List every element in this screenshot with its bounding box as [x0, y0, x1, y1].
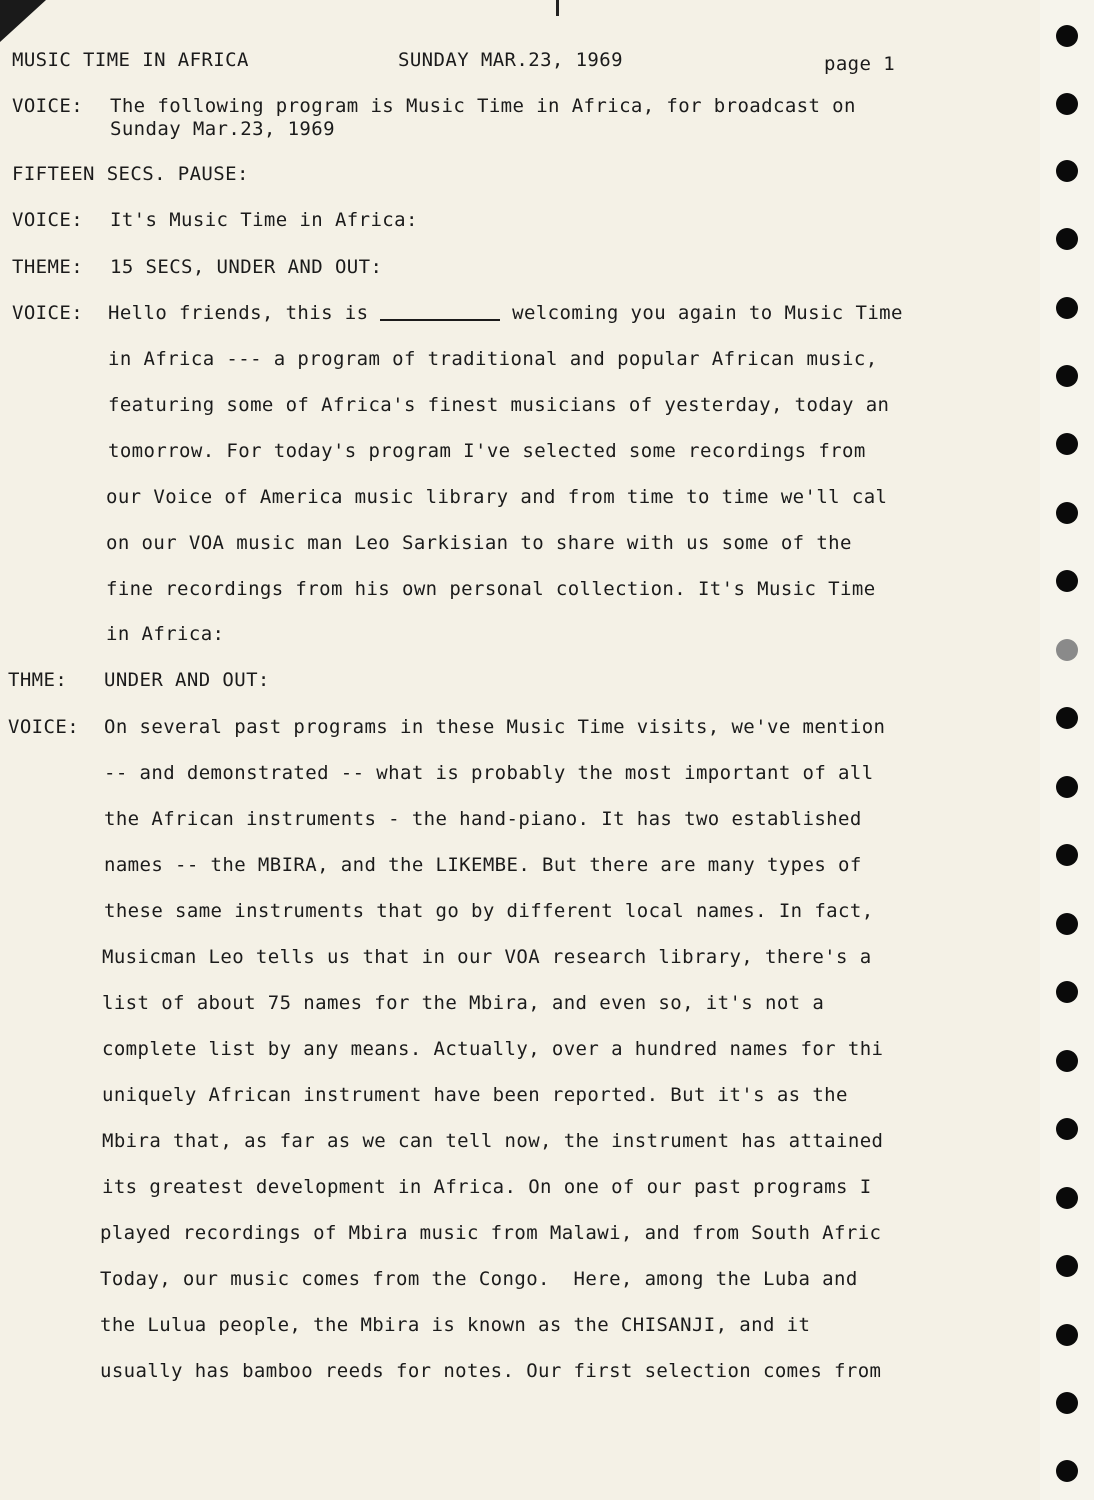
theme-cue-text: UNDER AND OUT:: [104, 669, 270, 691]
punch-hole: [1056, 160, 1078, 182]
punch-hole: [1056, 25, 1078, 47]
punch-hole: [1056, 707, 1078, 729]
punch-hole: [1056, 228, 1078, 250]
mbira-line: Musicman Leo tells us that in our VOA research library, there's a: [102, 946, 872, 968]
punch-hole: [1056, 93, 1078, 115]
punch-hole: [1056, 1460, 1078, 1482]
punch-hole: [1056, 570, 1078, 592]
mbira-line: uniquely African instrument have been reported. But it's as the: [102, 1084, 848, 1106]
tractor-feed-strip: [1040, 0, 1094, 1500]
welcome-line: fine recordings from his own personal collection. It's Music Time: [106, 578, 876, 600]
punch-hole: [1056, 1392, 1078, 1414]
mbira-line: the Lulua people, the Mbira is known as the CHISANJI, and it: [100, 1314, 811, 1336]
mbira-line: usually has bamboo reeds for notes. Our first selection comes from: [100, 1360, 882, 1382]
welcome-first-line: [108, 301, 903, 325]
punch-hole: [1056, 365, 1078, 387]
speaker-label: VOICE:: [12, 302, 84, 324]
speaker-label: VOICE:: [12, 95, 84, 117]
mbira-line: complete list by any means. Actually, over a hundred names for thi: [102, 1038, 884, 1060]
punch-hole: [1056, 913, 1078, 935]
intro-line-2: Sunday Mar.23, 1969: [110, 118, 335, 140]
mbira-line: names -- the MBIRA, and the LIKEMBE. But there are many types of: [104, 854, 862, 876]
welcome-line: our Voice of America music library and from time to time we'll cal: [106, 486, 888, 508]
welcome-line: in Africa --- a program of traditional and popular African music,: [108, 348, 878, 370]
announcer-name-blank: [380, 319, 500, 321]
mbira-line: these same instruments that go by different local names. In fact,: [104, 900, 874, 922]
punch-hole: [1056, 981, 1078, 1003]
mbira-line: On several past programs in these Music Time visits, we've mention: [104, 716, 886, 738]
theme-cue-label: THME:: [8, 669, 68, 691]
mbira-line: the African instruments - the hand-piano. It has two established: [104, 808, 862, 830]
theme-cue-text: 15 SECS, UNDER AND OUT:: [110, 256, 383, 278]
theme-cue-label: THEME:: [12, 256, 84, 278]
broadcast-date: SUNDAY MAR.23, 1969: [398, 49, 623, 71]
mbira-line: -- and demonstrated -- what is probably the most important of all: [104, 762, 874, 784]
punch-hole: [1056, 297, 1078, 319]
mbira-line: its greatest development in Africa. On one of our past programs I: [102, 1176, 872, 1198]
punch-hole: [1056, 1050, 1078, 1072]
punch-hole: [1056, 1118, 1078, 1140]
punch-hole: [1056, 1255, 1078, 1277]
punch-hole: [1056, 502, 1078, 524]
pause-cue: FIFTEEN SECS. PAUSE:: [12, 163, 249, 185]
mbira-line: Today, our music comes from the Congo. Here, among the Luba and: [100, 1268, 858, 1290]
punch-hole: [1056, 433, 1078, 455]
punch-hole: [1056, 1324, 1078, 1346]
punch-hole: [1056, 776, 1078, 798]
intro-line-1: The following program is Music Time in Africa, for broadcast on: [110, 95, 856, 117]
opening-line: It's Music Time in Africa:: [110, 209, 418, 231]
punch-hole: [1056, 639, 1078, 661]
welcome-first-part: Hello friends, this is: [108, 302, 369, 324]
punch-hole: [1056, 844, 1078, 866]
welcome-line: featuring some of Africa's finest musicians of yesterday, today an: [108, 394, 890, 416]
welcome-line: tomorrow. For today's program I've selected some recordings from: [108, 440, 866, 462]
paper-tear: [556, 0, 559, 16]
page-number: page 1: [824, 53, 896, 75]
mbira-line: played recordings of Mbira music from Malawi, and from South Afric: [100, 1222, 882, 1244]
mbira-line: Mbira that, as far as we can tell now, the instrument has attained: [102, 1130, 884, 1152]
welcome-line: in Africa:: [106, 623, 225, 645]
mbira-line: list of about 75 names for the Mbira, and even so, it's not a: [102, 992, 825, 1014]
folded-corner: [0, 0, 46, 42]
speaker-label: VOICE:: [12, 209, 84, 231]
speaker-label: VOICE:: [8, 716, 80, 738]
welcome-line: on our VOA music man Leo Sarkisian to share with us some of the: [106, 532, 852, 554]
punch-hole: [1056, 1187, 1078, 1209]
program-title: MUSIC TIME IN AFRICA: [12, 49, 249, 71]
welcome-second-part: welcoming you again to Music Time: [512, 302, 903, 324]
